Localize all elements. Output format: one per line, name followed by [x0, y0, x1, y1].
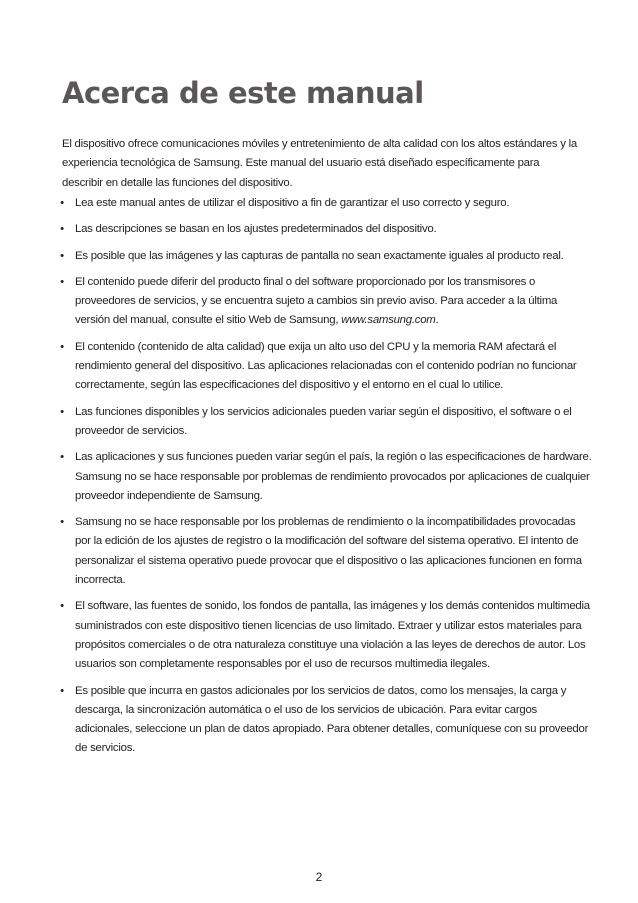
list-item-text: Es posible que incurra en gastos adicionales por los servicios de datos, como los mensajes, la carga y descarga, la sincronización automática o el uso de los servicios de ubicación. Para evitar cargos adicionales, seleccione un plan de datos apropiado. Para obtener detalles, comuníquese con su proveedor de servicios. [75, 684, 589, 755]
intro-paragraph: El dispositivo ofrece comunicaciones móviles y entretenimiento de alta calidad con los altos estándares y la experiencia tecnológica de Samsung. Este manual del usuario está diseñado específicamente para describir en detalle las funciones del dispositivo. [62, 138, 577, 189]
list-item-text: El contenido (contenido de alta calidad) que exija un alto uso del CPU y la memoria RAM afectará el rendimiento general del dispositivo. Las aplicaciones relacionadas con el contenido podrían no funcionar correctamente, según las especificaciones del dispositivo y el entorno en el cual lo utilice. [75, 340, 577, 392]
url-suffix: . [435, 314, 439, 327]
page-title: Acerca de este manual [62, 76, 424, 110]
list-item-text: Samsung no se hace responsable por los problemas de rendimiento o la incompatibilidades provocadas por la edición de los ajustes de registro o la modificación del software del sistema operativo. El intento de personalizar el sistema operativo puede provocar que el dispositivo o las aplicaciones funcionen en forma incorrecta. [75, 516, 582, 587]
list-item-text: Las descripciones se basan en los ajustes predeterminados del dispositivo. [75, 223, 437, 236]
bullet-marker: • [60, 340, 64, 353]
list-item [62, 448, 594, 506]
list-item [62, 273, 594, 331]
bullet-marker: • [60, 405, 64, 418]
list-item-text: Lea este manual antes de utilizar el dispositivo a fin de garantizar el uso correcto y seguro. [75, 197, 510, 209]
bullet-marker: • [60, 516, 64, 529]
list-item [62, 682, 594, 759]
list-item [62, 220, 594, 239]
bullet-marker: • [60, 451, 64, 464]
list-item [62, 338, 594, 396]
bullet-marker: • [60, 249, 64, 262]
list-item-text: Las aplicaciones y sus funciones pueden variar según el país, la región o las especificaciones de hardware. Samsung no se hace responsable por problemas de rendimiento provocados por aplicaciones de cualquier proveedor independiente de Samsung. [75, 451, 592, 502]
list-item [62, 194, 594, 213]
bullet-marker: • [60, 275, 64, 288]
samsung-website-link[interactable]: www.samsung.com [341, 314, 436, 327]
bullet-marker: • [60, 223, 64, 236]
list-item-text: Es posible que las imágenes y las capturas de pantalla no sean exactamente iguales al producto real. [75, 249, 564, 262]
list-item [62, 513, 594, 590]
bullet-marker: • [60, 600, 64, 613]
bullet-marker: • [60, 684, 64, 697]
list-item [62, 597, 594, 674]
list-item [62, 403, 594, 442]
bullet-marker: • [60, 197, 64, 209]
list-item-text: Las funciones disponibles y los servicios adicionales pueden variar según el dispositivo, el software o el proveedor de servicios. [75, 405, 572, 437]
bullet-list [62, 194, 594, 766]
list-item-text: El software, las fuentes de sonido, los fondos de pantalla, las imágenes y los demás contenidos multimedia suministrados con este dispositivo tienen licencias de uso limitado. Extraer y utilizar estos materiales para propósitos comerciales o de otra naturaleza constituye una violación a las leyes de derechos de autor. Los usuarios son completamente responsables por el uso de recursos multimedia ilegales. [75, 600, 590, 671]
list-item-text: El contenido puede diferir del producto final o del software proporcionado por los transmisores o proveedores de servicios, y se encuentra sujeto a cambios sin previo aviso. Para acceder a la última versión del manual, consulte el sitio Web de Samsung, [75, 275, 558, 327]
page-number: 2 [315, 870, 323, 884]
list-item [62, 247, 594, 266]
